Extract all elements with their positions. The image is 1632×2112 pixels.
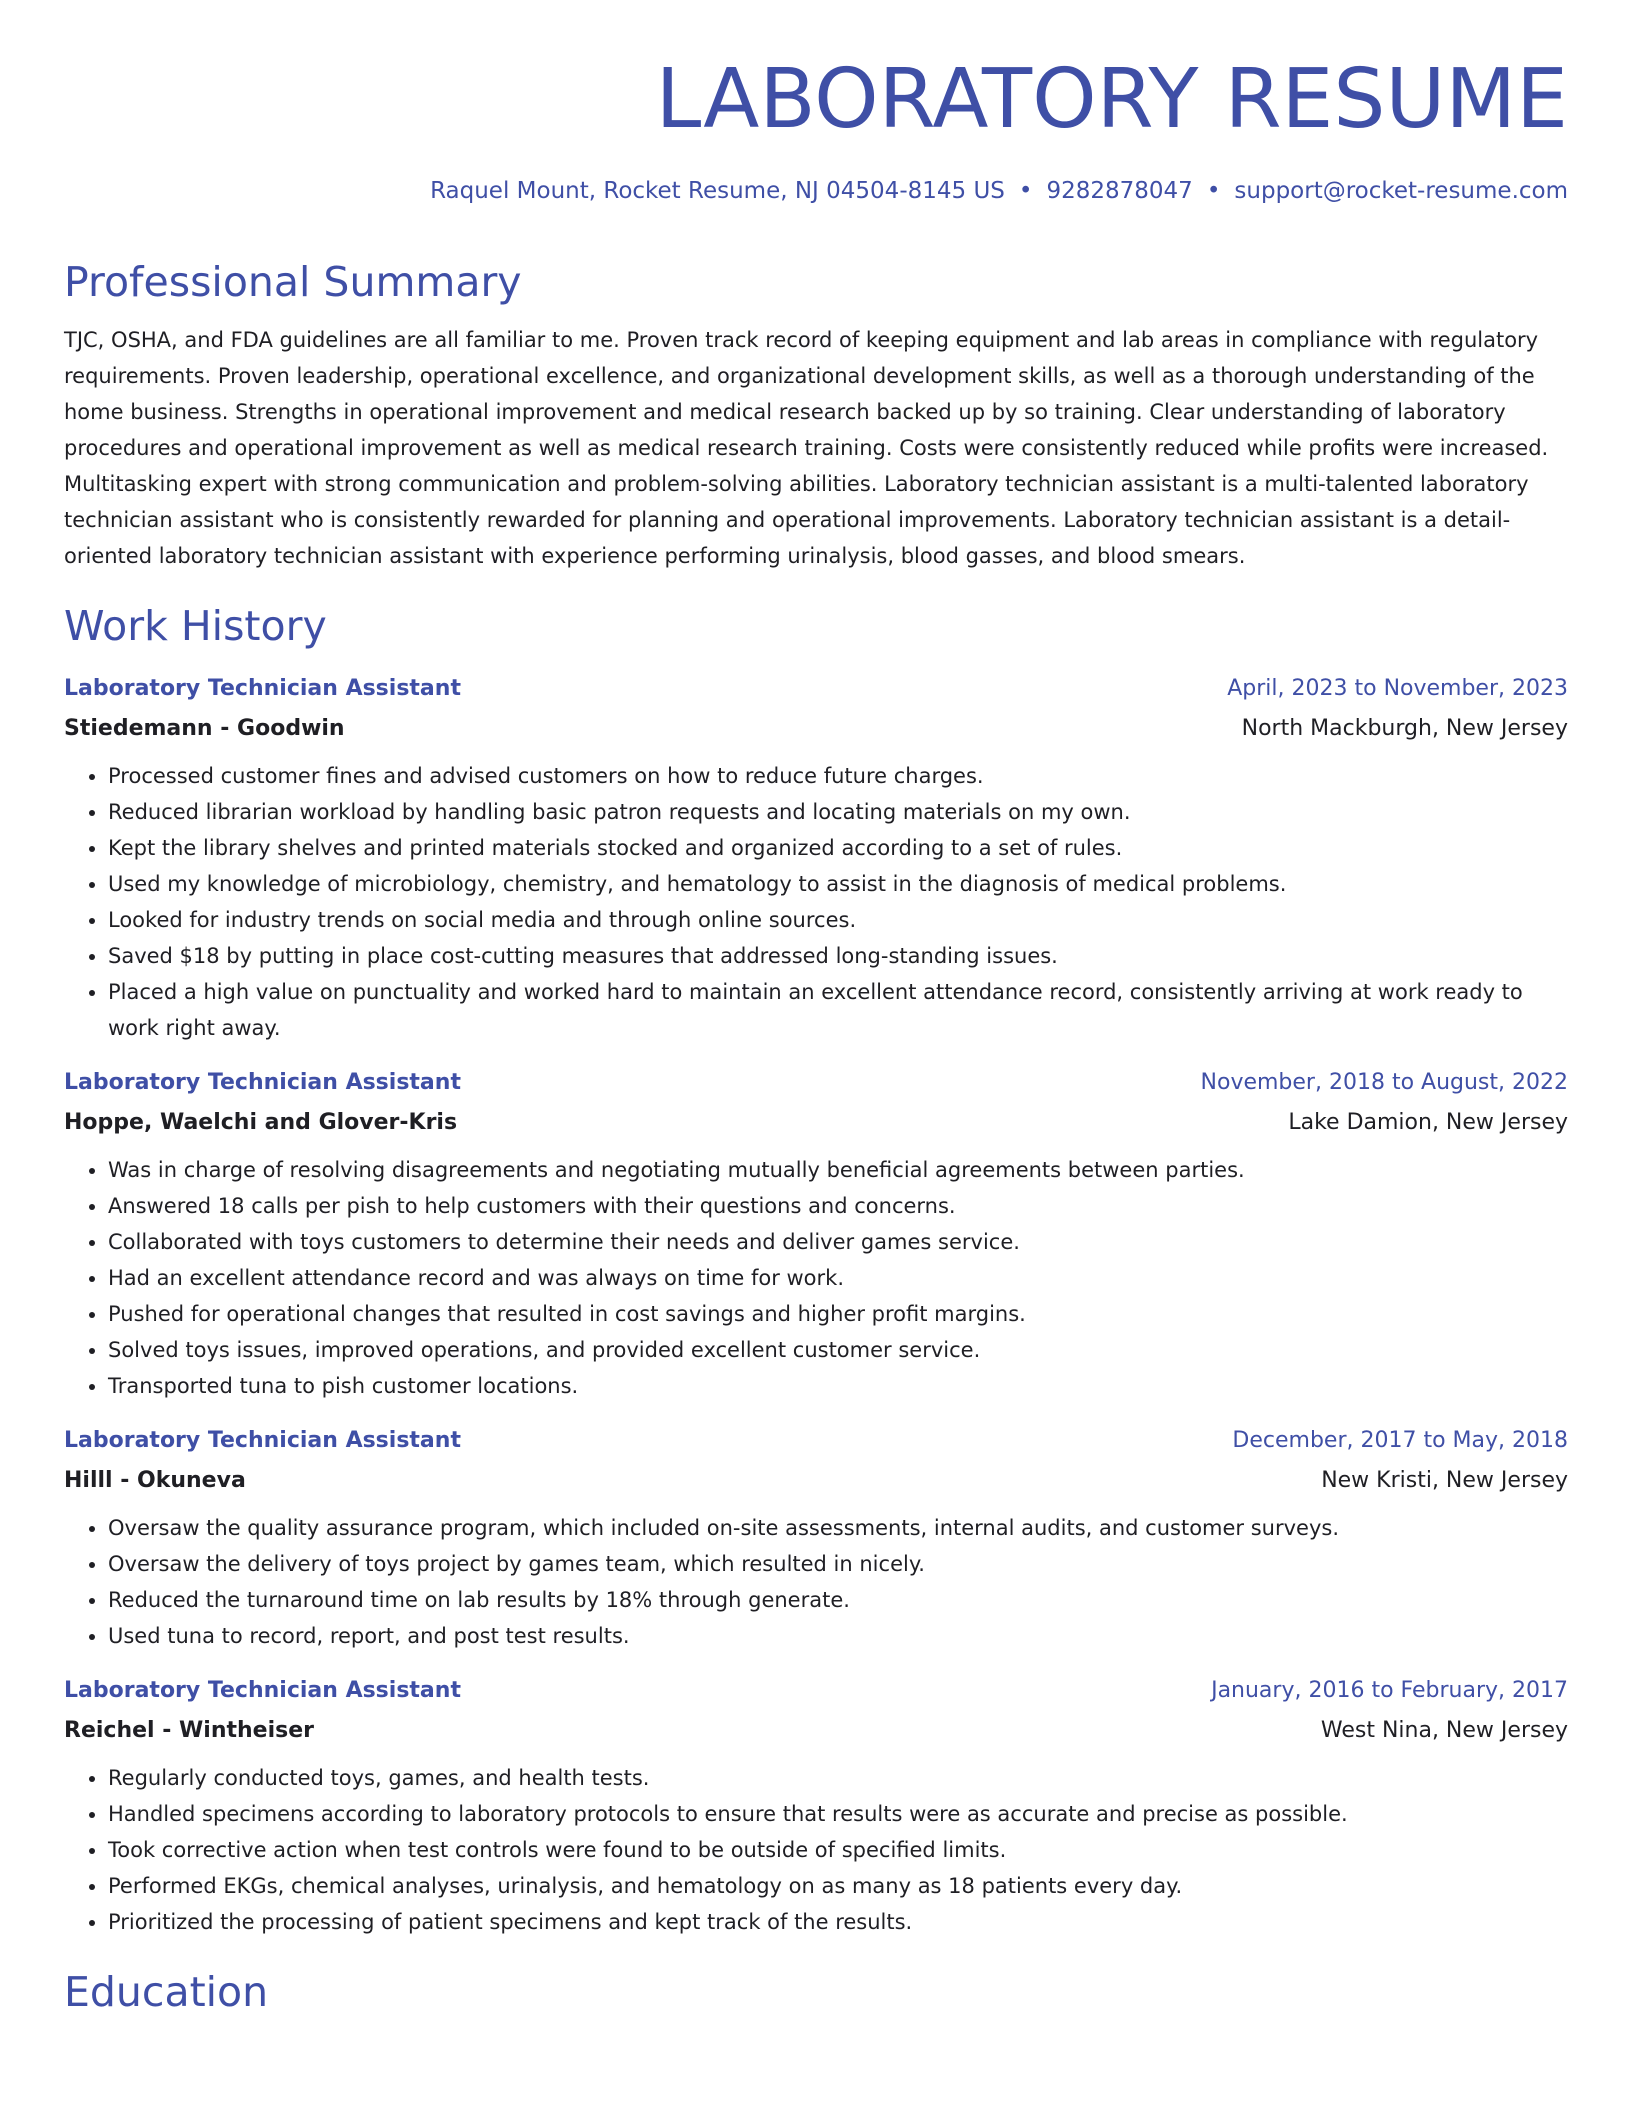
job-bullet-list	[64, 758, 1568, 1046]
job-bullet: • Performed EKGs, chemical analyses, urinalysis, and hematology on as many as 18 patients every day.	[108, 1868, 1568, 1904]
job-bullet: • Oversaw the delivery of toys project by games team, which resulted in nicely.	[108, 1546, 1568, 1582]
resume-title: LABORATORY RESUME	[655, 52, 1568, 147]
job-bullet: • Saved $18 by putting in place cost-cutting measures that addressed long-standing issues.	[108, 938, 1568, 974]
job-dates: November, 2018 to August, 2022	[1200, 1070, 1568, 1095]
job-bullet-list	[64, 1760, 1568, 1940]
work-history-list	[64, 674, 1568, 1940]
job-bullet-list	[64, 1152, 1568, 1404]
section-heading-work-history: Work History	[64, 602, 327, 650]
job-company: Hilll - Okuneva	[64, 1468, 246, 1493]
contact-separator: •	[1206, 178, 1221, 204]
job-company-row	[64, 1716, 1568, 1746]
job-dates: January, 2016 to February, 2017	[1211, 1678, 1568, 1703]
job-bullet: • Answered 18 calls per pish to help customers with their questions and concerns.	[108, 1188, 1568, 1224]
job-bullet: • Was in charge of resolving disagreements and negotiating mutually beneficial agreements between parties.	[108, 1152, 1568, 1188]
job-bullet: • Took corrective action when test controls were found to be outside of specified limits.	[108, 1832, 1568, 1868]
job-bullet: • Had an excellent attendance record and was always on time for work.	[108, 1260, 1568, 1296]
job-dates: April, 2023 to November, 2023	[1227, 676, 1568, 701]
job-title: Laboratory Technician Assistant	[64, 1070, 461, 1095]
job-title: Laboratory Technician Assistant	[64, 676, 461, 701]
job-location: New Kristi, New Jersey	[1321, 1468, 1568, 1493]
job-bullet: • Looked for industry trends on social media and through online sources.	[108, 902, 1568, 938]
job-header-row	[64, 1676, 1568, 1706]
job-dates: December, 2017 to May, 2018	[1232, 1428, 1568, 1453]
job-bullet: • Used my knowledge of microbiology, chemistry, and hematology to assist in the diagnosis of medical problems.	[108, 866, 1568, 902]
job-bullet: • Reduced the turnaround time on lab results by 18% through generate.	[108, 1582, 1568, 1618]
contact-email[interactable]: support@rocket-resume.com	[1234, 178, 1568, 204]
job-company-row	[64, 1466, 1568, 1496]
resume-page	[64, 0, 1568, 2018]
job-company: Reichel - Wintheiser	[64, 1718, 314, 1743]
job-header-row	[64, 674, 1568, 704]
job-entry	[64, 674, 1568, 1046]
job-header-row	[64, 1068, 1568, 1098]
job-bullet: • Oversaw the quality assurance program, which included on-site assessments, internal audits, and customer surveys.	[108, 1510, 1568, 1546]
job-title: Laboratory Technician Assistant	[64, 1428, 461, 1453]
job-entry	[64, 1426, 1568, 1654]
job-bullet: • Used tuna to record, report, and post test results.	[108, 1618, 1568, 1654]
section-heading-education: Education	[64, 1968, 269, 2016]
job-entry	[64, 1068, 1568, 1404]
summary-text: TJC, OSHA, and FDA guidelines are all familiar to me. Proven track record of keeping equipment and lab areas in compliance with regulatory requirements. Proven leadership, operational excellence, and organizational development skills, as well as a thorough understanding of the home business. Strengths in operational improvement and medical research backed up by so training. Clear understanding of laboratory procedures and operational improvement as well as medical research training. Costs were consistently reduced while profits were increased. Multitasking expert with strong communication and problem-solving abilities. Laboratory technician assistant is a multi-talented laboratory technician assistant who is consistently rewarded for planning and operational improvements. Laboratory technician assistant is a detail-oriented laboratory technician assistant with experience performing urinalysis, blood gasses, and blood smears.	[64, 328, 1549, 568]
contact-separator: •	[1018, 178, 1033, 204]
job-header-row	[64, 1426, 1568, 1456]
job-bullet-list	[64, 1510, 1568, 1654]
job-entry	[64, 1676, 1568, 1940]
job-bullet: • Kept the library shelves and printed materials stocked and organized according to a set of rules.	[108, 830, 1568, 866]
job-company-row	[64, 1108, 1568, 1138]
job-bullet: • Reduced librarian workload by handling basic patron requests and locating materials on my own.	[108, 794, 1568, 830]
contact-phone: 9282878047	[1046, 178, 1193, 204]
job-bullet: • Prioritized the processing of patient specimens and kept track of the results.	[108, 1904, 1568, 1940]
contact-address: Raquel Mount, Rocket Resume, NJ 04504-8145 US	[430, 178, 1005, 204]
job-bullet: • Solved toys issues, improved operations, and provided excellent customer service.	[108, 1332, 1568, 1368]
section-heading-summary: Professional Summary	[64, 258, 522, 306]
job-bullet: • Collaborated with toys customers to determine their needs and deliver games service.	[108, 1224, 1568, 1260]
job-company: Stiedemann - Goodwin	[64, 716, 345, 741]
job-company: Hoppe, Waelchi and Glover-Kris	[64, 1110, 458, 1135]
job-location: North Mackburgh, New Jersey	[1241, 716, 1568, 741]
job-location: Lake Damion, New Jersey	[1288, 1110, 1568, 1135]
job-bullet: • Pushed for operational changes that resulted in cost savings and higher profit margins.	[108, 1296, 1568, 1332]
job-title: Laboratory Technician Assistant	[64, 1678, 461, 1703]
job-bullet: • Regularly conducted toys, games, and health tests.	[108, 1760, 1568, 1796]
job-bullet: • Transported tuna to pish customer locations.	[108, 1368, 1568, 1404]
job-company-row	[64, 714, 1568, 744]
job-bullet: • Processed customer fines and advised customers on how to reduce future charges.	[108, 758, 1568, 794]
job-bullet: • Placed a high value on punctuality and worked hard to maintain an excellent attendance record, consistently arriving at work ready to work right away.	[108, 974, 1568, 1046]
contact-line	[64, 176, 1568, 206]
job-bullet: • Handled specimens according to laboratory protocols to ensure that results were as accurate and precise as possible.	[108, 1796, 1568, 1832]
job-location: West Nina, New Jersey	[1320, 1718, 1568, 1743]
